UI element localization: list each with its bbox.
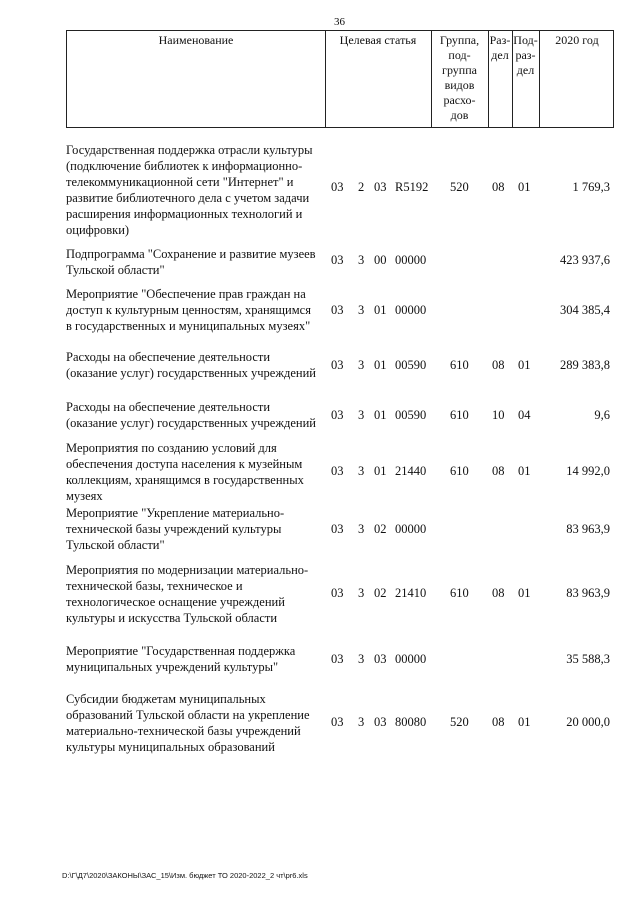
target-subprogram: 3 bbox=[358, 522, 365, 536]
amount: 83 963,9 bbox=[566, 586, 610, 600]
target-event: 01 bbox=[374, 358, 387, 372]
row-name: Мероприятие "Государственная поддержка муниципальных учреждений культуры" bbox=[66, 644, 296, 674]
row-name: Мероприятие "Укрепление материально- технической базы учреждений культуры Тульской области" bbox=[66, 506, 285, 552]
row-name: Государственная поддержка отрасли культуры (подключение библиотек к информационно- телекоммуникационной сети "Интернет" и развитие библиотечного дела с учетом задачи расширения информационных технологий и оцифровки) bbox=[66, 143, 313, 237]
subsection: 01 bbox=[518, 180, 531, 194]
amount: 1 769,3 bbox=[572, 180, 610, 194]
target-event: 00 bbox=[374, 253, 387, 267]
expense-group: 610 bbox=[450, 408, 469, 422]
target-program: 03 bbox=[331, 586, 344, 600]
target-program: 03 bbox=[331, 652, 344, 666]
page-number: 36 bbox=[334, 16, 345, 28]
subsection: 01 bbox=[518, 715, 531, 729]
row-name: Расходы на обеспечение деятельности (оказание услуг) государственных учреждений bbox=[66, 400, 316, 430]
section: 10 bbox=[492, 408, 505, 422]
row-name: Подпрограмма "Сохранение и развитие музеев Тульской области" bbox=[66, 247, 316, 277]
target-subprogram: 3 bbox=[358, 358, 365, 372]
section: 08 bbox=[492, 464, 505, 478]
target-event: 03 bbox=[374, 652, 387, 666]
subsection: 04 bbox=[518, 408, 531, 422]
header-expense-group: Группа, под- группа видов расхо- дов bbox=[439, 33, 480, 122]
expense-group: 610 bbox=[450, 358, 469, 372]
target-event: 03 bbox=[374, 180, 387, 194]
target-program: 03 bbox=[331, 464, 344, 478]
target-program: 03 bbox=[331, 180, 344, 194]
expense-group: 520 bbox=[450, 180, 469, 194]
target-direction: 00590 bbox=[395, 408, 427, 422]
amount: 83 963,9 bbox=[566, 522, 610, 536]
target-subprogram: 3 bbox=[358, 303, 365, 317]
amount: 14 992,0 bbox=[566, 464, 610, 478]
target-direction: 00000 bbox=[395, 253, 427, 267]
target-program: 03 bbox=[331, 522, 344, 536]
row-name: Мероприятие "Обеспечение прав граждан на доступ к культурным ценностям, хранящимся в государственных и муниципальных музеях" bbox=[66, 287, 311, 333]
expense-group: 610 bbox=[450, 464, 469, 478]
target-direction: R5192 bbox=[395, 180, 429, 194]
target-program: 03 bbox=[331, 358, 344, 372]
amount: 289 383,8 bbox=[560, 358, 610, 372]
target-direction: 00000 bbox=[395, 522, 427, 536]
target-direction: 21410 bbox=[395, 586, 427, 600]
subsection: 01 bbox=[518, 464, 531, 478]
header-subsection: Под- раз- дел bbox=[513, 33, 538, 77]
target-direction: 00000 bbox=[395, 652, 427, 666]
header-section: Раз- дел bbox=[489, 33, 511, 62]
target-subprogram: 3 bbox=[358, 652, 365, 666]
target-subprogram: 3 bbox=[358, 715, 365, 729]
header-name: Наименование bbox=[158, 33, 234, 47]
target-subprogram: 3 bbox=[358, 408, 365, 422]
header-target-article: Целевая статья bbox=[339, 33, 417, 47]
amount: 20 000,0 bbox=[566, 715, 610, 729]
row-name: Мероприятия по модернизации материально- технической базы, техническое и технологическое оснащение учреждений культуры и искусства Тульской области bbox=[66, 563, 309, 625]
subsection: 01 bbox=[518, 586, 531, 600]
target-direction: 80080 bbox=[395, 715, 427, 729]
row-name: Мероприятия по созданию условий для обеспечения доступа населения к музейным коллекциям, хранящимся в государственных музеях bbox=[66, 441, 304, 503]
subsection: 01 bbox=[518, 358, 531, 372]
target-subprogram: 3 bbox=[358, 586, 365, 600]
target-subprogram: 3 bbox=[358, 253, 365, 267]
row-name: Расходы на обеспечение деятельности (оказание услуг) государственных учреждений bbox=[66, 350, 316, 380]
target-subprogram: 2 bbox=[358, 180, 365, 194]
target-program: 03 bbox=[331, 408, 344, 422]
target-event: 03 bbox=[374, 715, 387, 729]
section: 08 bbox=[492, 586, 505, 600]
expense-group: 520 bbox=[450, 715, 469, 729]
target-direction: 00590 bbox=[395, 358, 427, 372]
section: 08 bbox=[492, 358, 505, 372]
target-subprogram: 3 bbox=[358, 464, 365, 478]
table-header bbox=[66, 30, 614, 128]
amount: 304 385,4 bbox=[560, 303, 610, 317]
target-event: 01 bbox=[374, 464, 387, 478]
header-year: 2020 год bbox=[555, 33, 599, 47]
target-event: 02 bbox=[374, 586, 387, 600]
section: 08 bbox=[492, 715, 505, 729]
amount: 35 588,3 bbox=[566, 652, 610, 666]
section: 08 bbox=[492, 180, 505, 194]
target-direction: 00000 bbox=[395, 303, 427, 317]
target-direction: 21440 bbox=[395, 464, 427, 478]
row-name: Субсидии бюджетам муниципальных образований Тульской области на укрепление материально-технической базы учреждений культуры муниципальных образований bbox=[66, 692, 310, 754]
target-event: 01 bbox=[374, 303, 387, 317]
target-event: 01 bbox=[374, 408, 387, 422]
amount: 423 937,6 bbox=[560, 253, 610, 267]
amount: 9,6 bbox=[594, 408, 610, 422]
target-program: 03 bbox=[331, 303, 344, 317]
target-program: 03 bbox=[331, 715, 344, 729]
expense-group: 610 bbox=[450, 586, 469, 600]
target-program: 03 bbox=[331, 253, 344, 267]
target-event: 02 bbox=[374, 522, 387, 536]
file-path-footer: D:\Г\Д7\2020\ЗАКОНЫ\ЗАС_15\Изм. бюджет ТО 2020-2022_2 чт\pr6.xls bbox=[62, 871, 308, 880]
